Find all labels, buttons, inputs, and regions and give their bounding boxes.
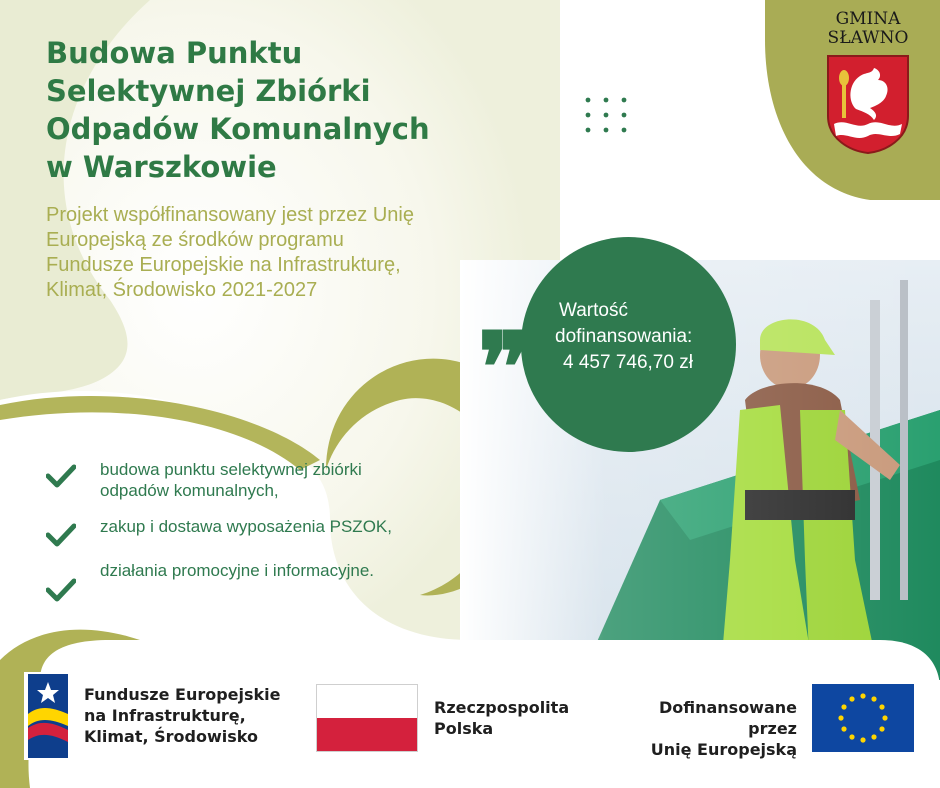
eu-flag-icon — [812, 684, 914, 752]
value-label: dofinansowania: — [555, 326, 693, 347]
list-item-line: zakup i dostawa wyposażenia PSZOK, — [100, 517, 392, 536]
check-icon — [46, 464, 76, 488]
subtitle-line: Klimat, Środowisko 2021-2027 — [46, 279, 318, 301]
quote-icon: ❞ — [478, 311, 530, 424]
subtitle-line: Fundusze Europejskie na Infrastrukturę, — [46, 254, 401, 276]
list-item — [100, 459, 480, 501]
pl-line: Rzeczpospolita — [434, 698, 570, 717]
fe-line: Klimat, Środowisko — [84, 727, 258, 746]
dots-grid-icon — [585, 97, 635, 137]
municipality-name — [818, 10, 918, 48]
list-item-line: działania promocyjne i informacyjne. — [100, 561, 375, 580]
coat-of-arms-icon — [826, 54, 910, 154]
title-line: Budowa Punktu — [46, 36, 303, 70]
list-item — [100, 516, 480, 537]
eu-cofunding-text — [607, 697, 797, 760]
list-item-line: odpadów komunalnych, — [100, 481, 279, 500]
subtitle-line: Europejską ze środków programu — [46, 229, 344, 251]
value-text — [555, 298, 755, 376]
fe-program-name — [84, 684, 281, 747]
municipality-line: SŁAWNO — [827, 28, 909, 48]
title-line: w Warszkowie — [46, 150, 277, 184]
fe-line: Fundusze Europejskie — [84, 685, 281, 704]
subtitle — [46, 203, 516, 303]
check-icon — [46, 578, 76, 602]
eu-line: Dofinansowane przez — [658, 698, 797, 738]
title-line: Selektywnej Zbiórki — [46, 74, 371, 108]
poland-name — [434, 697, 569, 739]
list-item — [100, 560, 480, 581]
fe-logo-icon — [24, 672, 72, 760]
page-title — [46, 34, 486, 186]
check-icon — [46, 523, 76, 547]
value-label: Wartość — [559, 300, 628, 321]
list-item-line: budowa punktu selektywnej zbiórki — [100, 460, 362, 479]
value-amount: 4 457 746,70 zł — [563, 352, 693, 373]
municipality-line: GMINA — [835, 9, 901, 29]
subtitle-line: Projekt współfinansowany jest przez Unię — [46, 204, 414, 226]
title-line: Odpadów Komunalnych — [46, 112, 430, 146]
pl-line: Polska — [434, 719, 494, 738]
polish-flag-icon — [316, 684, 418, 752]
fe-line: na Infrastrukturę, — [84, 706, 246, 725]
eu-line: Unię Europejską — [650, 740, 797, 759]
